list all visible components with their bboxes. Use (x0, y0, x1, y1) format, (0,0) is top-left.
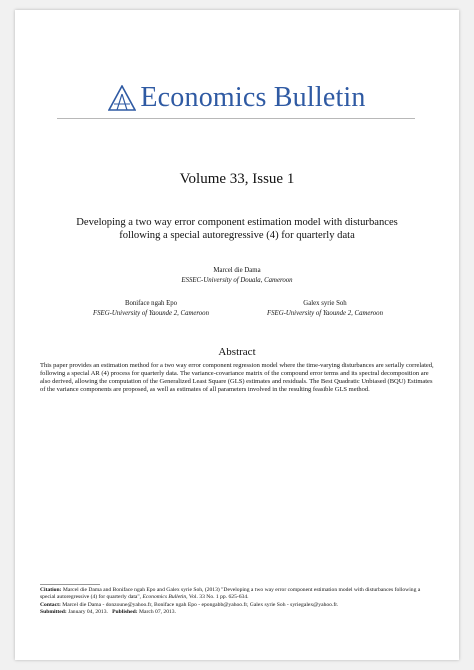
document-page (15, 10, 459, 660)
submitted-date: January 04, 2013. (68, 608, 108, 615)
published-label: Published: (112, 608, 138, 615)
citation-text: Marcel die Dama and Boniface ngah Epo and Galex syrie Soh, (2013) "Developing a two way error component estimation model with disturbances following a special autoregressive (4) for quarterly data", (40, 587, 421, 601)
contact-label: Contact: (40, 601, 61, 608)
citation-line (40, 587, 434, 602)
paper-title-line: following a special autoregressive (4) for quarterly data (119, 230, 355, 241)
paper-title-line: Developing a two way error component estimation model with disturbances (76, 217, 398, 228)
footnote-rule (40, 584, 100, 585)
journal-masthead (15, 78, 459, 118)
citation-volume: , Vol. 33 No. 1 pp. 625-634. (186, 594, 249, 601)
author-name: Galex syrie Soh (303, 300, 347, 307)
dates-line (40, 609, 434, 616)
published-date: March 07, 2013. (139, 608, 177, 615)
author-affiliation: FSEG-University of Yaounde 2, Cameroon (267, 310, 383, 317)
author-affiliation: ESSEC-University of Douala, Cameroon (181, 277, 293, 284)
contact-line (40, 602, 434, 609)
abstract-heading: Abstract (218, 346, 256, 358)
author-name: Boniface ngah Epo (124, 300, 178, 307)
citation-journal: Economics Bulletin (142, 594, 187, 601)
header-rule (57, 118, 415, 119)
author-block (235, 299, 415, 319)
author-block (61, 299, 241, 319)
contact-text: Marcel die Dama - donzoune@yahoo.fr, Boniface ngah Epo - epongabb@yahoo.fr, Galex syrie Soh - syriegalex@yahoo.fr. (62, 601, 339, 608)
submitted-label: Submitted: (40, 608, 67, 615)
pyramid-logo-icon (108, 85, 136, 111)
author-affiliation: FSEG-University of Yaounde 2, Cameroon (93, 310, 209, 317)
author-name: Marcel die Dama (213, 267, 261, 274)
journal-name: Economics Bulletin (140, 82, 366, 113)
volume-issue: Volume 33, Issue 1 (179, 171, 295, 187)
abstract-text: This paper provides an estimation method for a two way error component regression model where the time-varying disturbances are serially correlated, following a special AR (4) process for quarterly data. The variance-covariance matrix of the compound error terms and its spectral decomposition are also derived, allowing the computation of the Generalized Least Square (GLS) estimates and residuals. The Best Quadratic Unbiased (BQU) Estimates of the variance components are proposed, as well as estimates of all parameters involved in the resulting feasible GLS method. (40, 362, 434, 393)
paper-title (45, 216, 429, 242)
citation-label: Citation: (40, 587, 62, 593)
citation-block (40, 587, 434, 616)
author-block (137, 266, 337, 286)
